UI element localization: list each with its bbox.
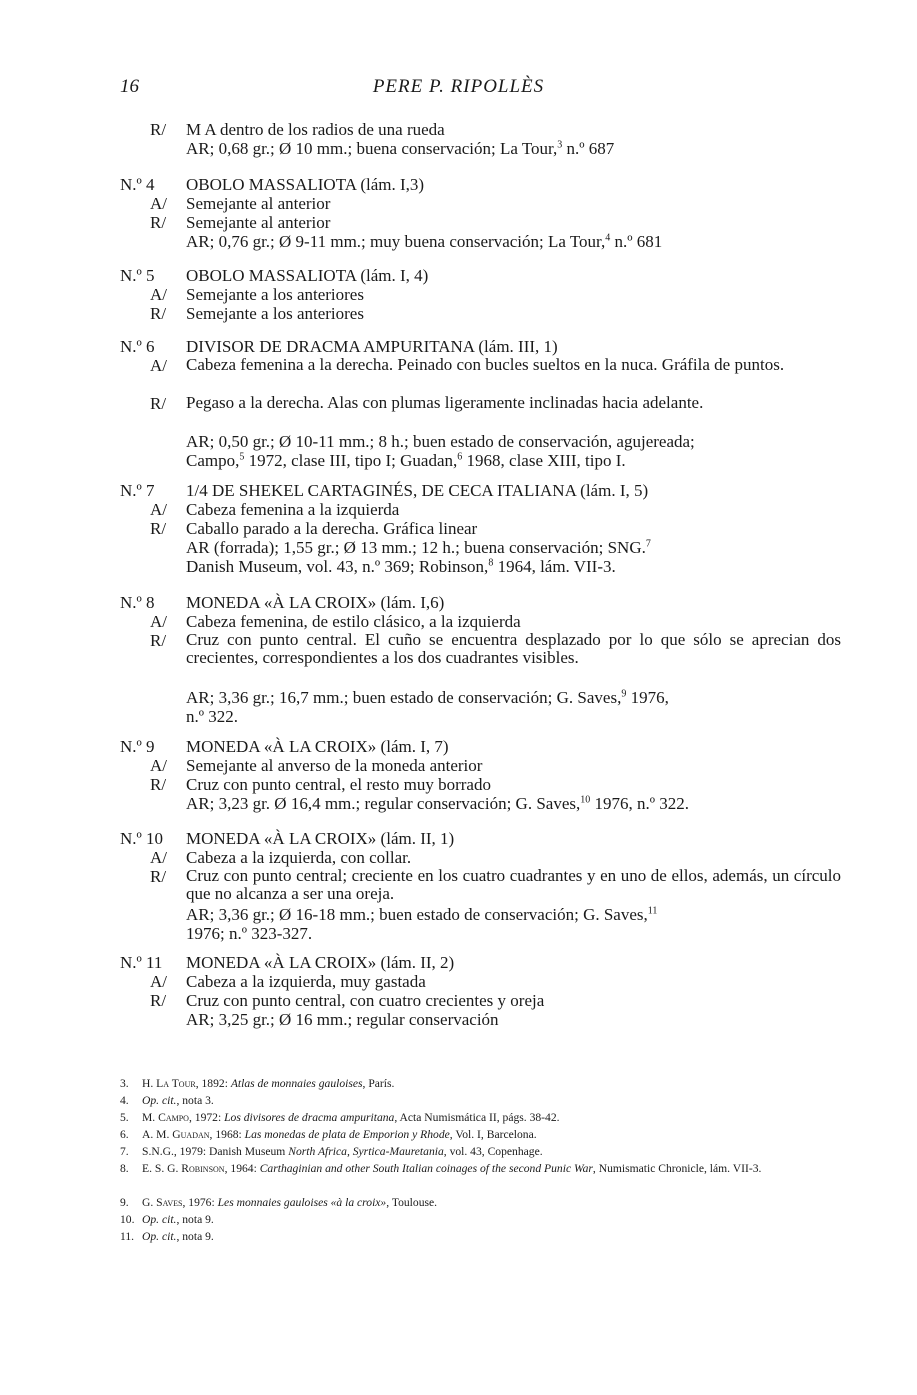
- data-line: AR; 0,76 gr.; Ø 9-11 mm.; muy buena conservación; La Tour,$^4$ n.º 681: [186, 232, 663, 251]
- footnote-6: 6. A. M. Guadan, 1968: Las monedas de plata de Emporion y Rhode, Vol. I, Barcelona.: [120, 1128, 537, 1141]
- entry-number: N.º 5: [120, 266, 155, 285]
- obverse-text: Semejante al anverso de la moneda anterior: [186, 756, 483, 775]
- obverse-label: A/: [150, 612, 167, 631]
- entry-number: N.º 4: [120, 175, 155, 194]
- obverse-label: A/: [150, 756, 167, 775]
- obverse-text: Semejante al anterior: [186, 194, 331, 213]
- footnote-5: 5. M. Campo, 1972: Los divisores de dracma ampuritana, Acta Numismática II, págs. 38-42.: [120, 1111, 560, 1124]
- reverse-text: Cruz con punto central, con cuatro crecientes y oreja: [186, 991, 545, 1010]
- entry-heading: OBOLO MASSALIOTA (lám. I, 4): [186, 266, 429, 285]
- entry-number: N.º 10: [120, 829, 164, 848]
- obverse-label: A/: [150, 285, 167, 304]
- data-line: 1976; n.º 323-327.: [186, 924, 313, 943]
- page-number: 16: [120, 76, 139, 97]
- footnote-3: 3. H. La Tour, 1892: Atlas de monnaies gauloises, París.: [120, 1077, 395, 1090]
- entry-number: N.º 9: [120, 737, 155, 756]
- reverse-label: R/: [150, 304, 167, 323]
- footnote-11: 11. Op. cit., nota 9.: [120, 1230, 214, 1243]
- reverse-text: Cruz con punto central; creciente en los cuatro cuadrantes y en uno de ellos, además, un círculo que no alcanza a ser una oreja.: [186, 866, 841, 904]
- obverse-label: A/: [150, 356, 167, 375]
- reverse-text: Semejante al anterior: [186, 213, 331, 232]
- data-line: AR; 0,50 gr.; Ø 10-11 mm.; 8 h.; buen estado de conservación, agujereada;: [186, 432, 695, 451]
- entry-heading: MONEDA «À LA CROIX» (lám. I,6): [186, 593, 445, 612]
- data-line: n.º 322.: [186, 707, 239, 726]
- reverse-label: R/: [150, 631, 167, 650]
- entry-number: N.º 6: [120, 337, 155, 356]
- reverse-label: R/: [150, 775, 167, 794]
- footnote-9: 9. G. Saves, 1976: Les monnaies gauloises «à la croix», Toulouse.: [120, 1196, 438, 1209]
- obverse-label: A/: [150, 194, 167, 213]
- footnote-4: 4. Op. cit., nota 3.: [120, 1094, 214, 1107]
- data-line: AR; 3,25 gr.; Ø 16 mm.; regular conservación: [186, 1010, 499, 1029]
- obverse-text: Cabeza femenina, de estilo clásico, a la izquierda: [186, 612, 521, 631]
- obverse-text: Cabeza a la izquierda, muy gastada: [186, 972, 426, 991]
- obverse-label: A/: [150, 500, 167, 519]
- data-line: AR (forrada); 1,55 gr.; Ø 13 mm.; 12 h.; buena conservación; SNG.$^7$: [186, 538, 651, 557]
- data-line: Campo,$^5$ 1972, clase III, tipo I; Guadan,$^6$ 1968, clase XIII, tipo I.: [186, 451, 626, 470]
- data-line: Danish Museum, vol. 43, n.º 369; Robinson,$^8$ 1964, lám. VII-3.: [186, 557, 616, 576]
- entry-number: N.º 7: [120, 481, 155, 500]
- obverse-text: Semejante a los anteriores: [186, 285, 364, 304]
- data-line: AR; 3,36 gr.; Ø 16-18 mm.; buen estado de conservación; G. Saves,$^{11}$: [186, 905, 658, 924]
- entry-heading: OBOLO MASSALIOTA (lám. I,3): [186, 175, 425, 194]
- reverse-label: R/: [150, 213, 167, 232]
- reverse-label: R/: [150, 120, 167, 139]
- reverse-label: R/: [150, 394, 167, 413]
- data-line: AR; 0,68 gr.; Ø 10 mm.; buena conservación; La Tour,$^3$ n.º 687: [186, 139, 615, 158]
- reverse-text: M A dentro de los radios de una rueda: [186, 120, 445, 139]
- entry-heading: DIVISOR DE DRACMA AMPURITANA (lám. III, 1): [186, 337, 558, 356]
- reverse-text: Pegaso a la derecha. Alas con plumas ligeramente inclinadas hacia adelante.: [186, 393, 704, 412]
- obverse-text: Cabeza femenina a la derecha. Peinado con bucles sueltos en la nuca. Gráfila de puntos.: [186, 355, 785, 374]
- footnote-10: 10. Op. cit., nota 9.: [120, 1213, 214, 1226]
- obverse-text: Cabeza a la izquierda, con collar.: [186, 848, 412, 867]
- reverse-text: Semejante a los anteriores: [186, 304, 364, 323]
- entry-heading: MONEDA «À LA CROIX» (lám. II, 1): [186, 829, 455, 848]
- data-line: AR; 3,23 gr. Ø 16,4 mm.; regular conservación; G. Saves,$^{10}$ 1976, n.º 322.: [186, 794, 690, 813]
- entry-heading: MONEDA «À LA CROIX» (lám. II, 2): [186, 953, 455, 972]
- reverse-text: Caballo parado a la derecha. Gráfica linear: [186, 519, 478, 538]
- footnote-8: 8. E. S. G. Robinson, 1964: Carthaginian and other South Italian coinages of the second Punic War, Numismatic Chronicle, lám. VII-3.: [120, 1162, 762, 1175]
- reverse-label: R/: [150, 991, 167, 1010]
- entry-heading: 1/4 DE SHEKEL CARTAGINÉS, DE CECA ITALIANA (lám. I, 5): [186, 481, 649, 500]
- obverse-label: A/: [150, 972, 167, 991]
- obverse-label: A/: [150, 848, 167, 867]
- reverse-text: Cruz con punto central. El cuño se encuentra desplazado por lo que sólo se aprecian dos crecientes, correspondientes a los dos cuadrantes visibles.: [186, 630, 841, 668]
- obverse-text: Cabeza femenina a la izquierda: [186, 500, 400, 519]
- running-title: PERE P. RIPOLLÈS: [372, 76, 545, 97]
- entry-number: N.º 11: [120, 953, 163, 972]
- entry-heading: MONEDA «À LA CROIX» (lám. I, 7): [186, 737, 449, 756]
- entry-number: N.º 8: [120, 593, 155, 612]
- reverse-text: Cruz con punto central, el resto muy borrado: [186, 775, 491, 794]
- footnote-7: 7. S.N.G., 1979: Danish Museum North Africa, Syrtica-Mauretania, vol. 43, Copenhage.: [120, 1145, 543, 1158]
- reverse-label: R/: [150, 867, 167, 886]
- reverse-label: R/: [150, 519, 167, 538]
- data-line: AR; 3,36 gr.; 16,7 mm.; buen estado de conservación; G. Saves,$^9$ 1976,: [186, 688, 669, 707]
